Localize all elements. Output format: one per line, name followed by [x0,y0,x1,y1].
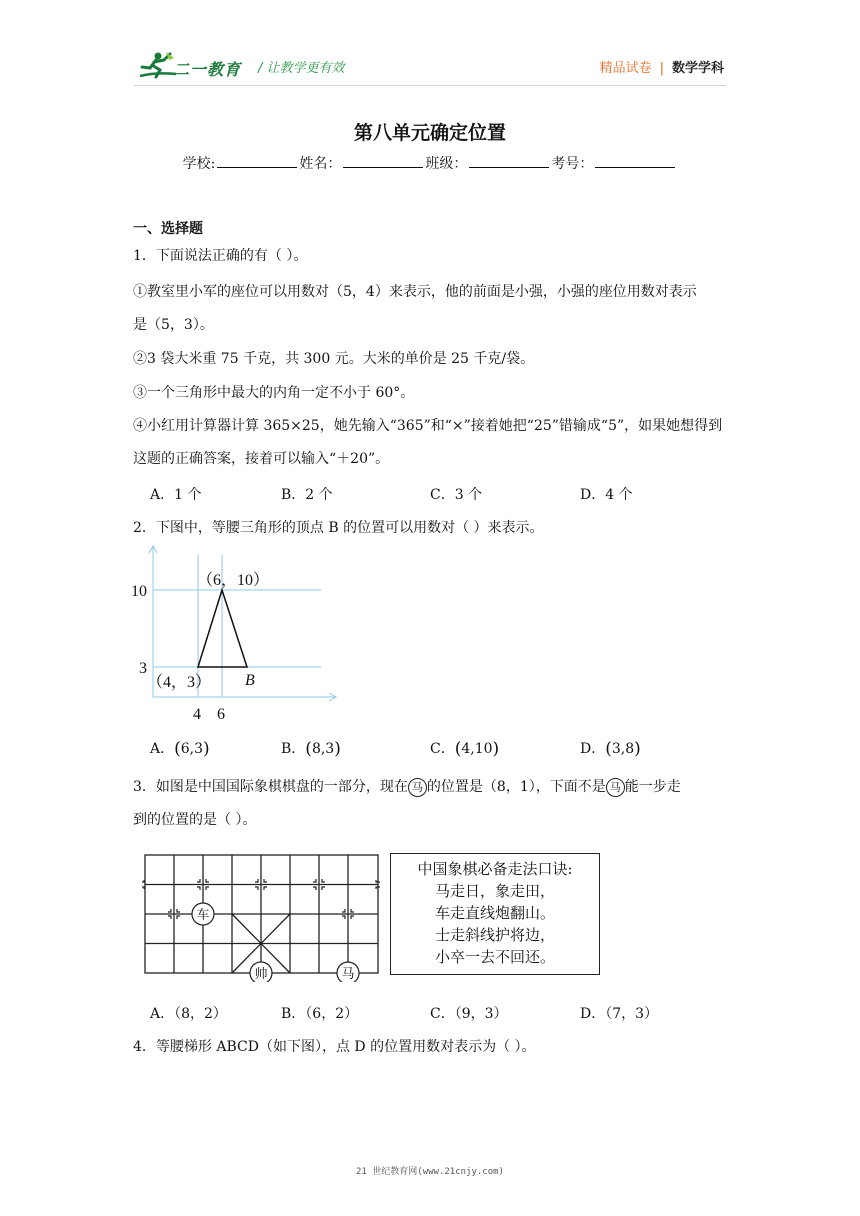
q2-option-c-value: 4,10 [461,741,493,757]
horse-piece-icon: 马 [606,778,625,797]
q2-option-d-letter: D． [580,741,606,757]
q2-option-b[interactable]: B．(8,3) [281,739,341,759]
class-blank[interactable] [469,155,549,168]
number-blank[interactable] [595,155,675,168]
q1-option-c[interactable]: C．3 个 [430,487,483,503]
q3-option-d[interactable]: D．（7，3） [580,1006,659,1022]
q2-option-b-value: 8,3 [311,741,335,757]
q1-statement-4b: 这题的正确答案，接着可以输入“＋20”。 [133,451,390,467]
q2-option-c[interactable]: C．(4,10) [430,739,500,759]
q3-stem-line1 [133,777,681,797]
q1-statement-1a: ①教室里小军的座位可以用数对（5，4）来表示，他的前面是小强，小强的座位用数对表示 [133,284,697,300]
q1-stem: 1．下面说法正确的有（ ）。 [133,248,308,264]
q1-option-d[interactable]: D．4 个 [580,487,633,503]
q2-option-c-letter: C． [430,741,455,757]
q2-option-d[interactable]: D．(3,8) [580,739,641,759]
q1-option-b[interactable]: B．2 个 [281,487,333,503]
poem-line-2: 马走日，象走田， [434,882,555,900]
vertex-label-top: （6，10） [197,572,270,589]
vertex-label-left: （4，3） [147,674,212,691]
name-blank[interactable] [343,155,423,168]
q2-option-a[interactable]: A．(6,3) [150,739,210,759]
number-label: 考号： [551,156,594,172]
header-subject: 数学学科 [671,61,724,76]
horse-piece-label: 马 [341,967,355,982]
page-footer: 21 世纪教育网(www.21cnjy.com) [356,1167,504,1177]
tick-label-4: 4 [193,706,201,723]
q3-stem-part2: 的位置是（8，1），下面不是 [426,779,606,795]
q1-statement-3: ③一个三角形中最大的内角一定不小于 60°。 [133,385,415,401]
q2-coordinate-figure [125,545,355,730]
q2-option-d-value: 3,8 [611,741,635,757]
school-label: 学校: [182,156,216,172]
q3-option-c[interactable]: C．（9，3） [430,1006,508,1022]
header-right [600,57,724,76]
q1-statement-2: ②3 袋大米重 75 千克，共 300 元。大米的单价是 25 千克/袋。 [133,351,535,367]
horse-piece-icon: 马 [408,778,427,797]
q2-option-a-letter: A． [150,741,175,757]
brand-name: 二一教育 [173,60,242,79]
header-divider [134,85,726,86]
q1-statement-1b: 是（5，3）。 [133,317,214,333]
slogan: / 让教学更有效 [258,61,345,76]
q4-stem: 4．等腰梯形 ABCD（如下图），点 D 的位置用数对表示为（ ）。 [133,1039,536,1055]
q3-option-b[interactable]: B．（6，2） [281,1006,359,1022]
student-info-line [0,153,860,173]
class-label: 班级： [425,156,468,172]
poem-line-4: 士走斜线护将边， [434,926,555,944]
q3-stem-part1: 3．如图是中国国际象棋棋盘的一部分，现在 [133,779,408,795]
name-label: 姓名： [299,156,342,172]
q2-stem: 2．下图中，等腰三角形的顶点 B 的位置可以用数对（ ）来表示。 [133,520,544,536]
header-separator: | [659,61,664,76]
q3-option-a[interactable]: A．（8，2） [150,1006,227,1022]
chariot-piece-label: 车 [196,908,210,923]
tick-label-3: 3 [139,660,147,677]
q2-option-b-letter: B． [281,741,306,757]
tick-label-10: 10 [131,583,147,600]
poem-line-5: 小卒一去不回还。 [434,948,555,966]
q3-stem-part3: 能一步走 [624,779,681,795]
q2-option-a-value: 6,3 [180,741,204,757]
general-piece-label: 帅 [254,967,268,982]
q1-statement-4a: ④小红用计算器计算 365×25，她先输入“365”和“×”接着她把“25”错输成“5”，如果她想得到 [133,418,723,434]
poem-line-1: 中国象棋必备走法口诀: [417,860,573,878]
poem-line-3: 车走直线炮翻山。 [434,904,555,922]
vertex-label-b: B [245,672,255,689]
page-title: 第八单元确定位置 [353,122,506,144]
chess-mnemonic-box [390,853,600,975]
tick-label-6: 6 [217,706,225,723]
chess-board [140,850,385,982]
header-premium: 精品试卷 [599,61,652,76]
q1-option-a[interactable]: A．1 个 [150,487,202,503]
section-heading: 一、选择题 [133,221,203,237]
school-blank[interactable] [217,155,297,168]
q3-stem-line2: 到的位置的是（ ）。 [133,812,257,828]
